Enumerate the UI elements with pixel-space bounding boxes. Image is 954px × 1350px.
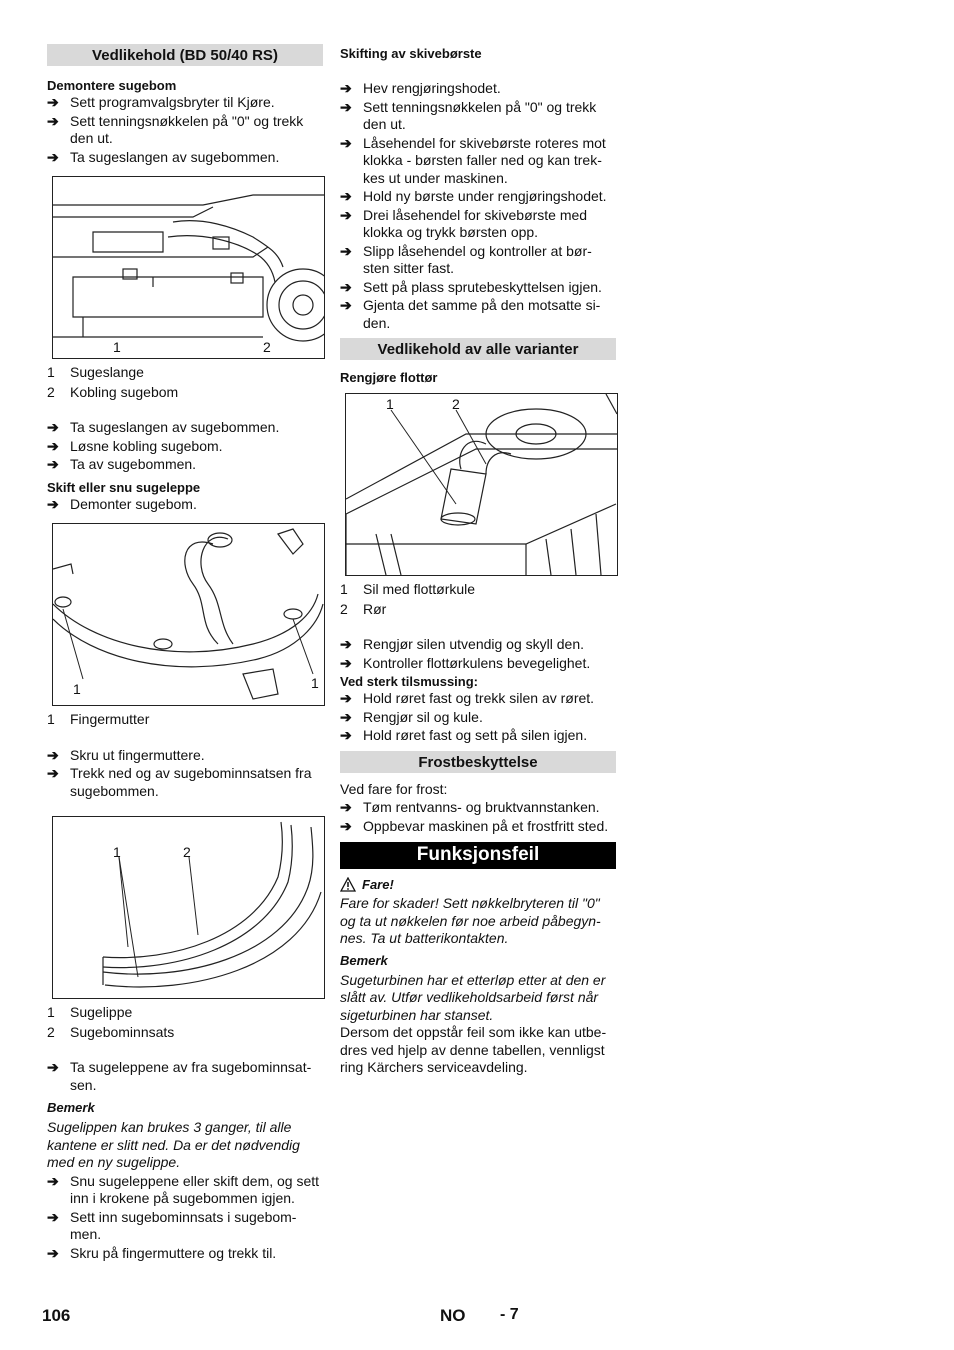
final-text: Dersom det oppstår feil som ikke kan utbe-dres ved hjelp av denne tabellen, vennligst ring Kärchers serviceavdeling.	[340, 1024, 607, 1075]
section-header-maintenance: Vedlikehold (BD 50/40 RS)	[47, 44, 323, 66]
instruction-step	[340, 709, 616, 727]
float-filter-drawing	[346, 394, 617, 575]
arrow-right-icon: ➔	[47, 765, 59, 781]
step-list	[47, 747, 323, 801]
instruction-step	[340, 818, 616, 836]
subheading-remove-squeegee: Demontere sugebom	[47, 78, 177, 93]
instruction-step	[340, 99, 616, 134]
instruction-text: Trekk ned og av sugebominnsatsen fra sugebommen.	[70, 765, 312, 799]
legend-text: Sugeslange	[70, 364, 144, 380]
instruction-step	[47, 1245, 323, 1263]
instruction-text: Drei låsehendel for skivebørste med klokka og trykk børsten opp.	[363, 206, 588, 240]
instruction-text: Sett tenningsnøkkelen på "0" og trekk den ut.	[363, 98, 597, 132]
legend-number: 1	[47, 1004, 55, 1020]
legend-number: 2	[47, 1023, 55, 1040]
note-text: Sugeturbinen har et etterløp etter at den er slått av. Utfør vedlikeholdsarbeid først når sigeturbinen har stanset.	[340, 971, 606, 1023]
figure-callout: 1	[386, 396, 394, 412]
arrow-right-icon: ➔	[47, 148, 59, 165]
step-list	[47, 1059, 323, 1094]
arrow-right-icon: ➔	[340, 80, 352, 96]
instruction-text: Oppbevar maskinen på et frostfritt sted.	[363, 817, 609, 834]
legend-text: Sugebominnsats	[70, 1023, 175, 1040]
instruction-step	[340, 207, 616, 242]
instruction-text: Hev rengjøringshodet.	[363, 80, 501, 96]
figure-wing-nuts	[52, 523, 325, 706]
arrow-right-icon: ➔	[340, 134, 352, 151]
instruction-step	[340, 135, 616, 188]
arrow-right-icon: ➔	[47, 746, 59, 763]
instruction-text: Gjenta det samme på den motsatte si-den.	[363, 297, 601, 331]
step-list	[47, 1173, 323, 1263]
arrow-right-icon: ➔	[47, 1059, 59, 1075]
instruction-text: Løsne kobling sugebom.	[70, 437, 223, 454]
figure-legend	[47, 710, 323, 730]
figure-legend	[47, 1003, 323, 1042]
legend-number: 2	[340, 600, 348, 617]
arrow-right-icon: ➔	[340, 206, 352, 223]
figure-callout: 1	[113, 339, 121, 355]
instruction-step	[47, 113, 323, 148]
instruction-step	[47, 1209, 323, 1244]
instruction-text: Sett på plass sprutebeskyttelsen igjen.	[363, 278, 602, 295]
instruction-text: Låsehendel for skivebørste roteres mot klokka - børsten faller ned og kan trek-kes ut under maskinen.	[363, 134, 606, 186]
subheading-change-squeegee-lip: Skift eller snu sugeleppe	[47, 479, 201, 495]
figure-callout: 1	[73, 681, 81, 697]
instruction-step	[340, 690, 616, 708]
warning-heading	[340, 877, 616, 892]
legend-item	[47, 710, 323, 730]
instruction-step	[47, 149, 323, 167]
frost-intro: Ved fare for frost:	[340, 780, 448, 797]
arrow-right-icon: ➔	[47, 419, 59, 435]
figure-legend	[340, 580, 616, 619]
squeegee-hose-drawing	[53, 177, 324, 358]
legend-item	[340, 600, 616, 620]
instruction-step	[47, 1173, 323, 1208]
arrow-right-icon: ➔	[340, 636, 352, 652]
subheading-clean-float: Rengjøre flottør	[340, 370, 438, 385]
instruction-text: Sett tenningsnøkkelen på "0" og trekk den ut.	[70, 112, 304, 146]
section-header-frost: Frostbeskyttelse	[340, 751, 616, 773]
arrow-right-icon: ➔	[47, 495, 59, 512]
arrow-right-icon: ➔	[340, 708, 352, 725]
step-list	[340, 636, 616, 672]
subheading-disc-brush: Skifting av skivebørste	[340, 46, 482, 61]
warning-triangle-icon	[340, 877, 356, 892]
legend-text: Sil med flottørkule	[363, 581, 476, 597]
instruction-step	[340, 279, 616, 297]
language-code: NO	[440, 1306, 466, 1325]
instruction-step	[340, 636, 616, 654]
figure-callout: 2	[452, 396, 460, 412]
instruction-step	[340, 80, 616, 98]
step-list	[47, 94, 323, 166]
instruction-text: Ta sugeslangen av sugebommen.	[70, 148, 280, 165]
instruction-text: Rengjør sil og kule.	[363, 708, 483, 725]
instruction-step	[47, 765, 323, 800]
note-text: Sugelippen kan brukes 3 ganger, til alle kantene er slitt ned. Da er det nødvendig med en ny sugelippe.	[47, 1119, 300, 1170]
instruction-text: Slipp låsehendel og kontroller at bør-sten sitter fast.	[363, 242, 592, 276]
arrow-right-icon: ➔	[47, 94, 59, 110]
legend-text: Fingermutter	[70, 711, 150, 727]
section-header-malfunctions: Funksjonsfeil	[340, 842, 616, 869]
instruction-text: Sett programvalgsbryter til Kjøre.	[70, 94, 275, 110]
legend-number: 1	[47, 364, 55, 380]
instruction-step	[340, 297, 616, 332]
instruction-text: Skru på fingermuttere og trekk til.	[70, 1244, 277, 1261]
arrow-right-icon: ➔	[340, 278, 352, 295]
figure-callout: 1	[311, 675, 319, 691]
instruction-text: Sett inn sugebominnsats i sugebom-men.	[70, 1208, 297, 1242]
figure-callout: 1	[113, 844, 121, 860]
arrow-right-icon: ➔	[47, 1172, 59, 1189]
instruction-step	[340, 188, 616, 206]
step-list	[47, 419, 323, 474]
instruction-step	[47, 1059, 323, 1094]
figure-callout: 2	[183, 844, 191, 860]
instruction-text: Demonter sugebom.	[70, 495, 197, 512]
arrow-right-icon: ➔	[340, 817, 352, 834]
warning-title: Fare!	[362, 877, 394, 892]
page-subnumber: - 7	[500, 1306, 519, 1323]
legend-item	[47, 383, 323, 403]
step-list	[340, 690, 616, 745]
instruction-step	[340, 243, 616, 278]
arrow-right-icon: ➔	[340, 297, 352, 313]
legend-item	[47, 1003, 323, 1023]
instruction-step	[47, 456, 323, 474]
instruction-text: Ta sugeslangen av sugebommen.	[70, 419, 280, 435]
arrow-right-icon: ➔	[47, 112, 59, 129]
instruction-text: Snu sugeleppene eller skift dem, og sett inn i krokene på sugebommen igjen.	[70, 1172, 320, 1206]
figure-float-filter	[345, 393, 618, 576]
legend-number: 1	[340, 581, 348, 597]
arrow-right-icon: ➔	[340, 799, 352, 815]
instruction-step	[47, 438, 323, 456]
arrow-right-icon: ➔	[47, 437, 59, 454]
instruction-text: Hold røret fast og sett på silen igjen.	[363, 727, 588, 743]
instruction-step	[340, 727, 616, 745]
note-title: Bemerk	[340, 952, 388, 968]
arrow-right-icon: ➔	[340, 654, 352, 671]
instruction-step	[47, 496, 323, 514]
instruction-step	[340, 655, 616, 673]
section-header-all-variants: Vedlikehold av alle varianter	[340, 338, 616, 360]
arrow-right-icon: ➔	[340, 242, 352, 259]
instruction-text: Kontroller flottørkulens bevegelighet.	[363, 654, 591, 671]
note-title: Bemerk	[47, 1100, 95, 1115]
instruction-text: Rengjør silen utvendig og skyll den.	[363, 636, 585, 652]
subheading-heavy-soiling: Ved sterk tilsmussing:	[340, 674, 478, 689]
warning-text: Fare for skader! Sett nøkkelbryteren til "0" og ta ut nøkkelen før noe arbeid påbegyn-nes. Ta ut batterikontakten.	[340, 895, 601, 946]
legend-text: Rør	[363, 600, 387, 617]
figure-callout: 2	[263, 339, 271, 355]
wing-nuts-drawing	[53, 524, 324, 705]
left-column	[47, 44, 323, 1263]
instruction-text: Hold ny børste under rengjøringshodet.	[363, 188, 607, 204]
arrow-right-icon: ➔	[47, 1244, 59, 1261]
step-list	[47, 496, 323, 514]
arrow-right-icon: ➔	[340, 188, 352, 204]
legend-number: 1	[47, 711, 55, 727]
right-column	[340, 44, 616, 1077]
page-number: 106	[42, 1306, 71, 1325]
legend-item	[47, 1023, 323, 1043]
figure-squeegee-lip	[52, 816, 325, 999]
arrow-right-icon: ➔	[47, 1208, 59, 1225]
legend-text: Sugelippe	[70, 1004, 133, 1020]
instruction-step	[47, 747, 323, 765]
legend-item	[340, 580, 616, 600]
instruction-text: Ta av sugebommen.	[70, 456, 197, 472]
instruction-step	[47, 94, 323, 112]
instruction-step	[47, 419, 323, 437]
figure-legend	[47, 363, 323, 402]
arrow-right-icon: ➔	[47, 456, 59, 472]
arrow-right-icon: ➔	[340, 727, 352, 743]
step-list	[340, 80, 616, 332]
legend-number: 2	[47, 383, 55, 400]
figure-squeegee-hose	[52, 176, 325, 359]
legend-text: Kobling sugebom	[70, 383, 179, 400]
arrow-right-icon: ➔	[340, 98, 352, 115]
instruction-text: Skru ut fingermuttere.	[70, 746, 205, 763]
instruction-text: Hold røret fast og trekk silen av røret.	[363, 690, 595, 706]
instruction-text: Ta sugeleppene av fra sugebominnsat-sen.	[70, 1059, 312, 1093]
legend-item	[47, 363, 323, 383]
step-list	[340, 799, 616, 835]
arrow-right-icon: ➔	[340, 690, 352, 706]
instruction-step	[340, 799, 616, 817]
instruction-text: Tøm rentvanns- og bruktvannstanken.	[363, 799, 600, 815]
